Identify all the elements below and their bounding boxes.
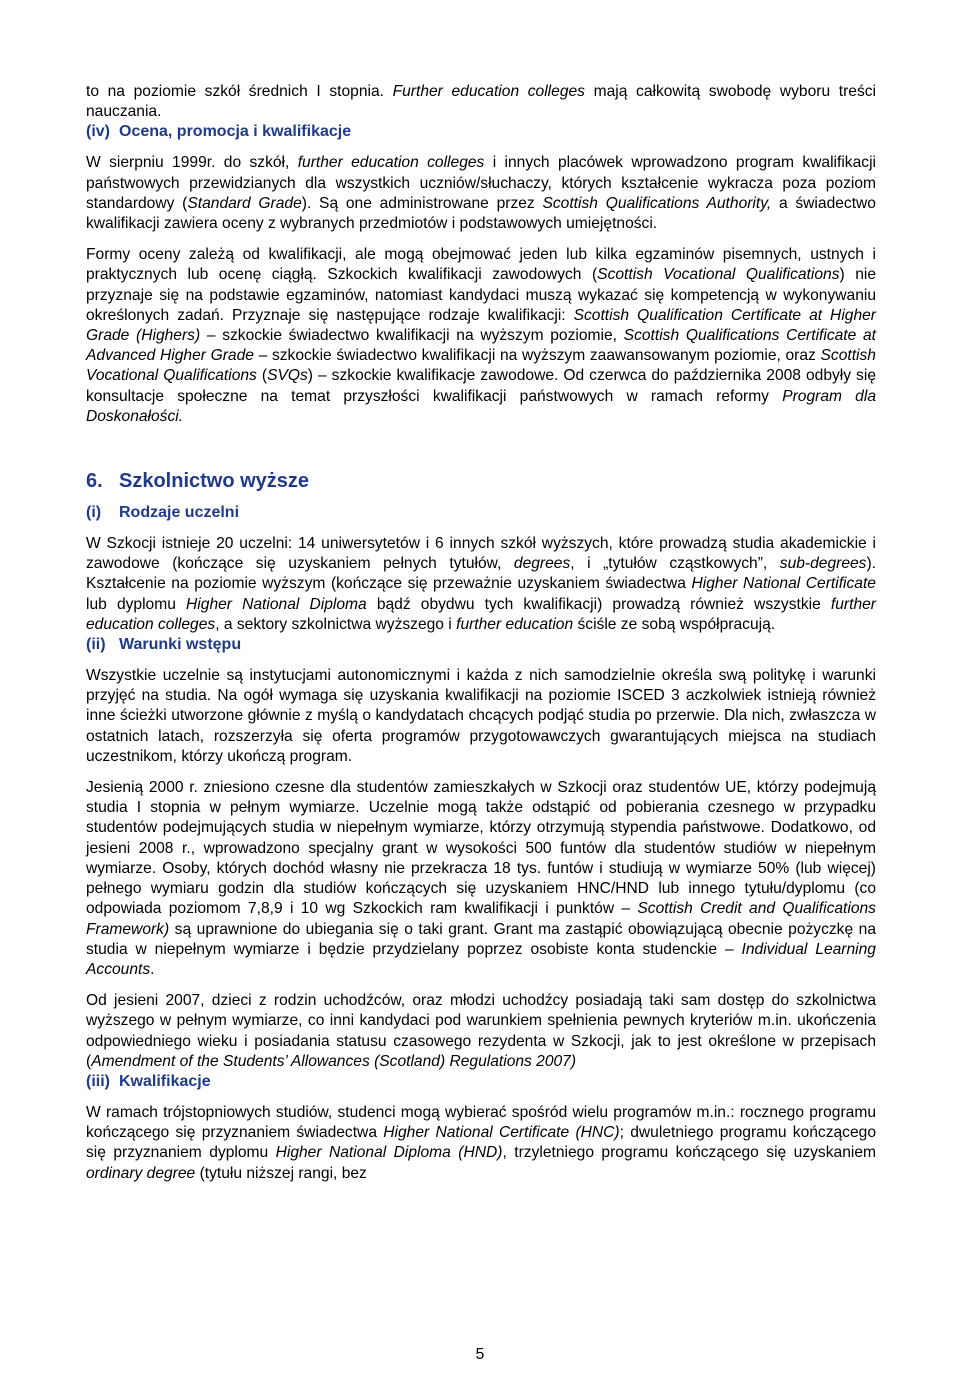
text-run: , i „tytułów cząstkowych”, xyxy=(570,555,780,573)
text-run: , trzyletniego programu kończącego się uzyskaniem xyxy=(502,1144,876,1162)
text-run: ) – szkockie kwalifikacje zawodowe. Od czerwca do października 2008 odbyły się konsultacje społeczne na temat przyszłości kwalifikacji państwowych w ramach reformy xyxy=(86,367,876,405)
paragraph-iv-1 xyxy=(86,153,876,234)
text-run: , a sektory szkolnictwa wyższego i xyxy=(215,615,457,633)
italic-text-run: sub-degrees xyxy=(779,555,867,573)
paragraph-iii xyxy=(86,1103,876,1184)
italic-text-run: Higher National Diploma (HND) xyxy=(275,1144,503,1162)
text-run: Ocena, promocja i kwalifikacje xyxy=(119,123,352,141)
italic-text-run: further education colleges xyxy=(297,154,485,172)
text-run: Od jesieni 2007, dzieci z rodzin uchodźców, oraz młodzi uchodźcy posiadają taki sam dostęp do szkolnictwa wyższego w pełnym wymiarze, co inni kandydaci pod warunkiem spełnienia pewnych kryteriów m.in. ukończenia odpowiedniego wieku i posiadania statusu czasowego rezydenta w Szkocji, jak to jest określone w przepisach ( xyxy=(86,992,876,1070)
text-run: W Szkocji istnieje 20 uczelni: 14 uniwersytetów i 6 innych szkół wyższych, które prowadzą studia akademickie i zawodowe (kończące się uzyskaniem pełnych tytułów, xyxy=(86,535,876,573)
paragraph-i xyxy=(86,534,876,635)
text-run: – szkockie świadectwo kwalifikacji na wyższym zaawansowanym poziomie, oraz xyxy=(253,347,821,365)
italic-text-run: further education colleges xyxy=(86,595,876,633)
italic-text-run: Scottish Vocational Qualifications xyxy=(86,347,876,385)
italic-text-run: ordinary degree xyxy=(86,1164,196,1182)
intro-paragraph xyxy=(86,82,876,122)
italic-text-run: Scottish Qualification Certificate at Higher Grade (Highers) xyxy=(86,306,876,345)
text-run: – szkockie świadectwo kwalifikacji na wyższym poziomie, xyxy=(200,327,624,345)
text-run: i innych placówek wprowadzono program kwalifikacji państwowych przewidzianych dla wszystkich uczniów/słuchaczy, których kształcenie wykracza poza poziom standardowy ( xyxy=(86,154,876,212)
heading-iii xyxy=(86,1072,876,1092)
paragraph-iv-2 xyxy=(86,245,876,427)
italic-text-run: Program dla Doskonałości. xyxy=(86,387,876,425)
section-6-heading xyxy=(86,469,876,493)
text-run: Wszystkie uczelnie są instytucjami autonomicznymi i każda z nich samodzielnie określa swą politykę i warunki przyjęć na studia. Na ogół wymaga się uzyskania kwalifikacji na poziomie ISCED 3 aczkolwiek istnieją również inne ścieżki utworzone głównie z myślą o kandydatach chcących podjąć studia po przerwie. Dla nich, zwłaszcza w ostatnich latach, rozszerzyła się oferta programów przygotowawczych gwarantujących miejsca na studiach uczestnikom, którzy ukończą program. xyxy=(86,667,876,765)
italic-text-run: Higher National Diploma xyxy=(186,595,367,613)
text-run: Formy oceny zależą od kwalifikacji, ale mogą obejmować jeden lub kilka egzaminów pisemnych, ustnych i praktycznych lub ocenę ciągłą. Szkockich kwalifikacji zawodowych ( xyxy=(86,246,876,284)
italic-text-run: SVQs xyxy=(267,367,308,385)
text-run: ściśle ze sobą współpracują. xyxy=(573,615,776,633)
text-run: (ii) xyxy=(86,636,106,654)
text-run: bądź obydwu tych kwalifikacji) prowadzą również wszystkie xyxy=(366,595,831,613)
text-run: ). Są one administrowane przez xyxy=(301,194,543,212)
italic-text-run: Standard Grade xyxy=(187,194,302,212)
paragraph-ii-2 xyxy=(86,778,876,980)
text-run: Jesienią 2000 r. zniesiono czesne dla studentów zamieszkałych w Szkocji oraz studentów UE, którzy podejmują studia I stopnia w pełnym wymiarze. Uczelnie mogą także odstąpić od pobierania czesnego w przypadku studentów podejmujących studia w niepełnym wymiarze, którzy otrzymują stypendia państwowe. Dodatkowo, od jesieni 2008 r., wprowadzono specjalny grant w wysokości 500 funtów dla studentów studiów w niepełnym wymiarze. Osoby, których dochód własny nie przekracza 18 tys. funtów i studiują w wymiarze 50% (lub więcej) pełnego wymiaru godzin dla studiów kończących się uzyskaniem HNC/HND lub innego tytułu/dyplomu (co odpowiada poziomom 7,8,9 i 10 wg Szkockich ram kwalifikacji i punktów – xyxy=(86,779,876,918)
document-body xyxy=(86,82,876,1184)
text-run: Rodzaje uczelni xyxy=(119,504,240,522)
heading-iv xyxy=(86,122,876,142)
paragraph-ii-3 xyxy=(86,991,876,1072)
italic-text-run: degrees xyxy=(513,555,571,573)
italic-text-run: Amendment of the Students’ Allowances (Scotland) Regulations 2007) xyxy=(91,1052,577,1070)
text-run: Szkolnictwo wyższe xyxy=(119,470,310,493)
italic-text-run: Scottish Vocational Qualifications xyxy=(597,266,840,284)
text-run: a świadectwo kwalifikacji zawiera oceny z wybranych przedmiotów i podstawowych umiejętności. xyxy=(86,194,876,233)
text-run: (iv) xyxy=(86,123,110,141)
text-run: 6. xyxy=(86,470,103,493)
text-run: ; dwuletniego programu kończącego się przyznaniem dyplomu xyxy=(86,1124,876,1162)
italic-text-run: Individual Learning Accounts xyxy=(86,940,876,978)
heading-ii xyxy=(86,635,876,655)
text-run: . xyxy=(150,960,155,978)
text-run: ) nie przyznaje się na podstawie egzaminów, natomiast kandydaci muszą wykazać się kompetencją w wykonywaniu określonych zadań. Przyznaje się następujące rodzaje kwalifikacji: xyxy=(86,266,876,324)
text-run: W ramach trójstopniowych studiów, studenci mogą wybierać spośród wielu programów m.in.: rocznego programu kończącego się przyznaniem świadectwa xyxy=(86,1103,876,1142)
text-run: (tytułu niższej rangi, bez xyxy=(195,1164,367,1182)
text-run: lub dyplomu xyxy=(86,595,187,613)
italic-text-run: Scottish Qualifications Certificate at Advanced Higher Grade xyxy=(86,327,877,365)
text-run: mają całkowitą swobodę wyboru treści nauczania. xyxy=(86,83,876,121)
text-run: ( xyxy=(256,367,268,385)
italic-text-run: Scottish Credit and Qualifications Framework) xyxy=(86,900,876,938)
text-run: (iii) xyxy=(86,1072,110,1090)
italic-text-run: Higher National Certificate (HNC) xyxy=(383,1124,620,1142)
italic-text-run: further education xyxy=(456,615,574,633)
text-run: (i) xyxy=(86,504,102,522)
text-run: to na poziomie szkół średnich I stopnia. xyxy=(86,83,393,100)
text-run: są uprawnione do ubiegania się o taki grant. Grant ma zastąpić obowiązującą obecnie pożyczkę na studia w niepełnym wymiarze i będzie przydzielany poprzez osobiste konta studenckie – xyxy=(86,920,876,958)
italic-text-run: Further education colleges xyxy=(392,83,585,100)
text-run: W sierpniu 1999r. do szkół, xyxy=(86,154,298,172)
heading-i xyxy=(86,503,876,523)
text-run: ). Kształcenie na poziomie wyższym (kończące się przeważnie uzyskaniem świadectwa xyxy=(86,555,876,593)
italic-text-run: Scottish Qualifications Authority, xyxy=(542,194,772,212)
paragraph-ii-1 xyxy=(86,666,876,767)
text-run: Warunki wstępu xyxy=(119,636,242,654)
page-number: 5 xyxy=(475,1346,485,1363)
italic-text-run: Higher National Certificate xyxy=(691,575,876,593)
text-run: Kwalifikacje xyxy=(119,1072,211,1090)
